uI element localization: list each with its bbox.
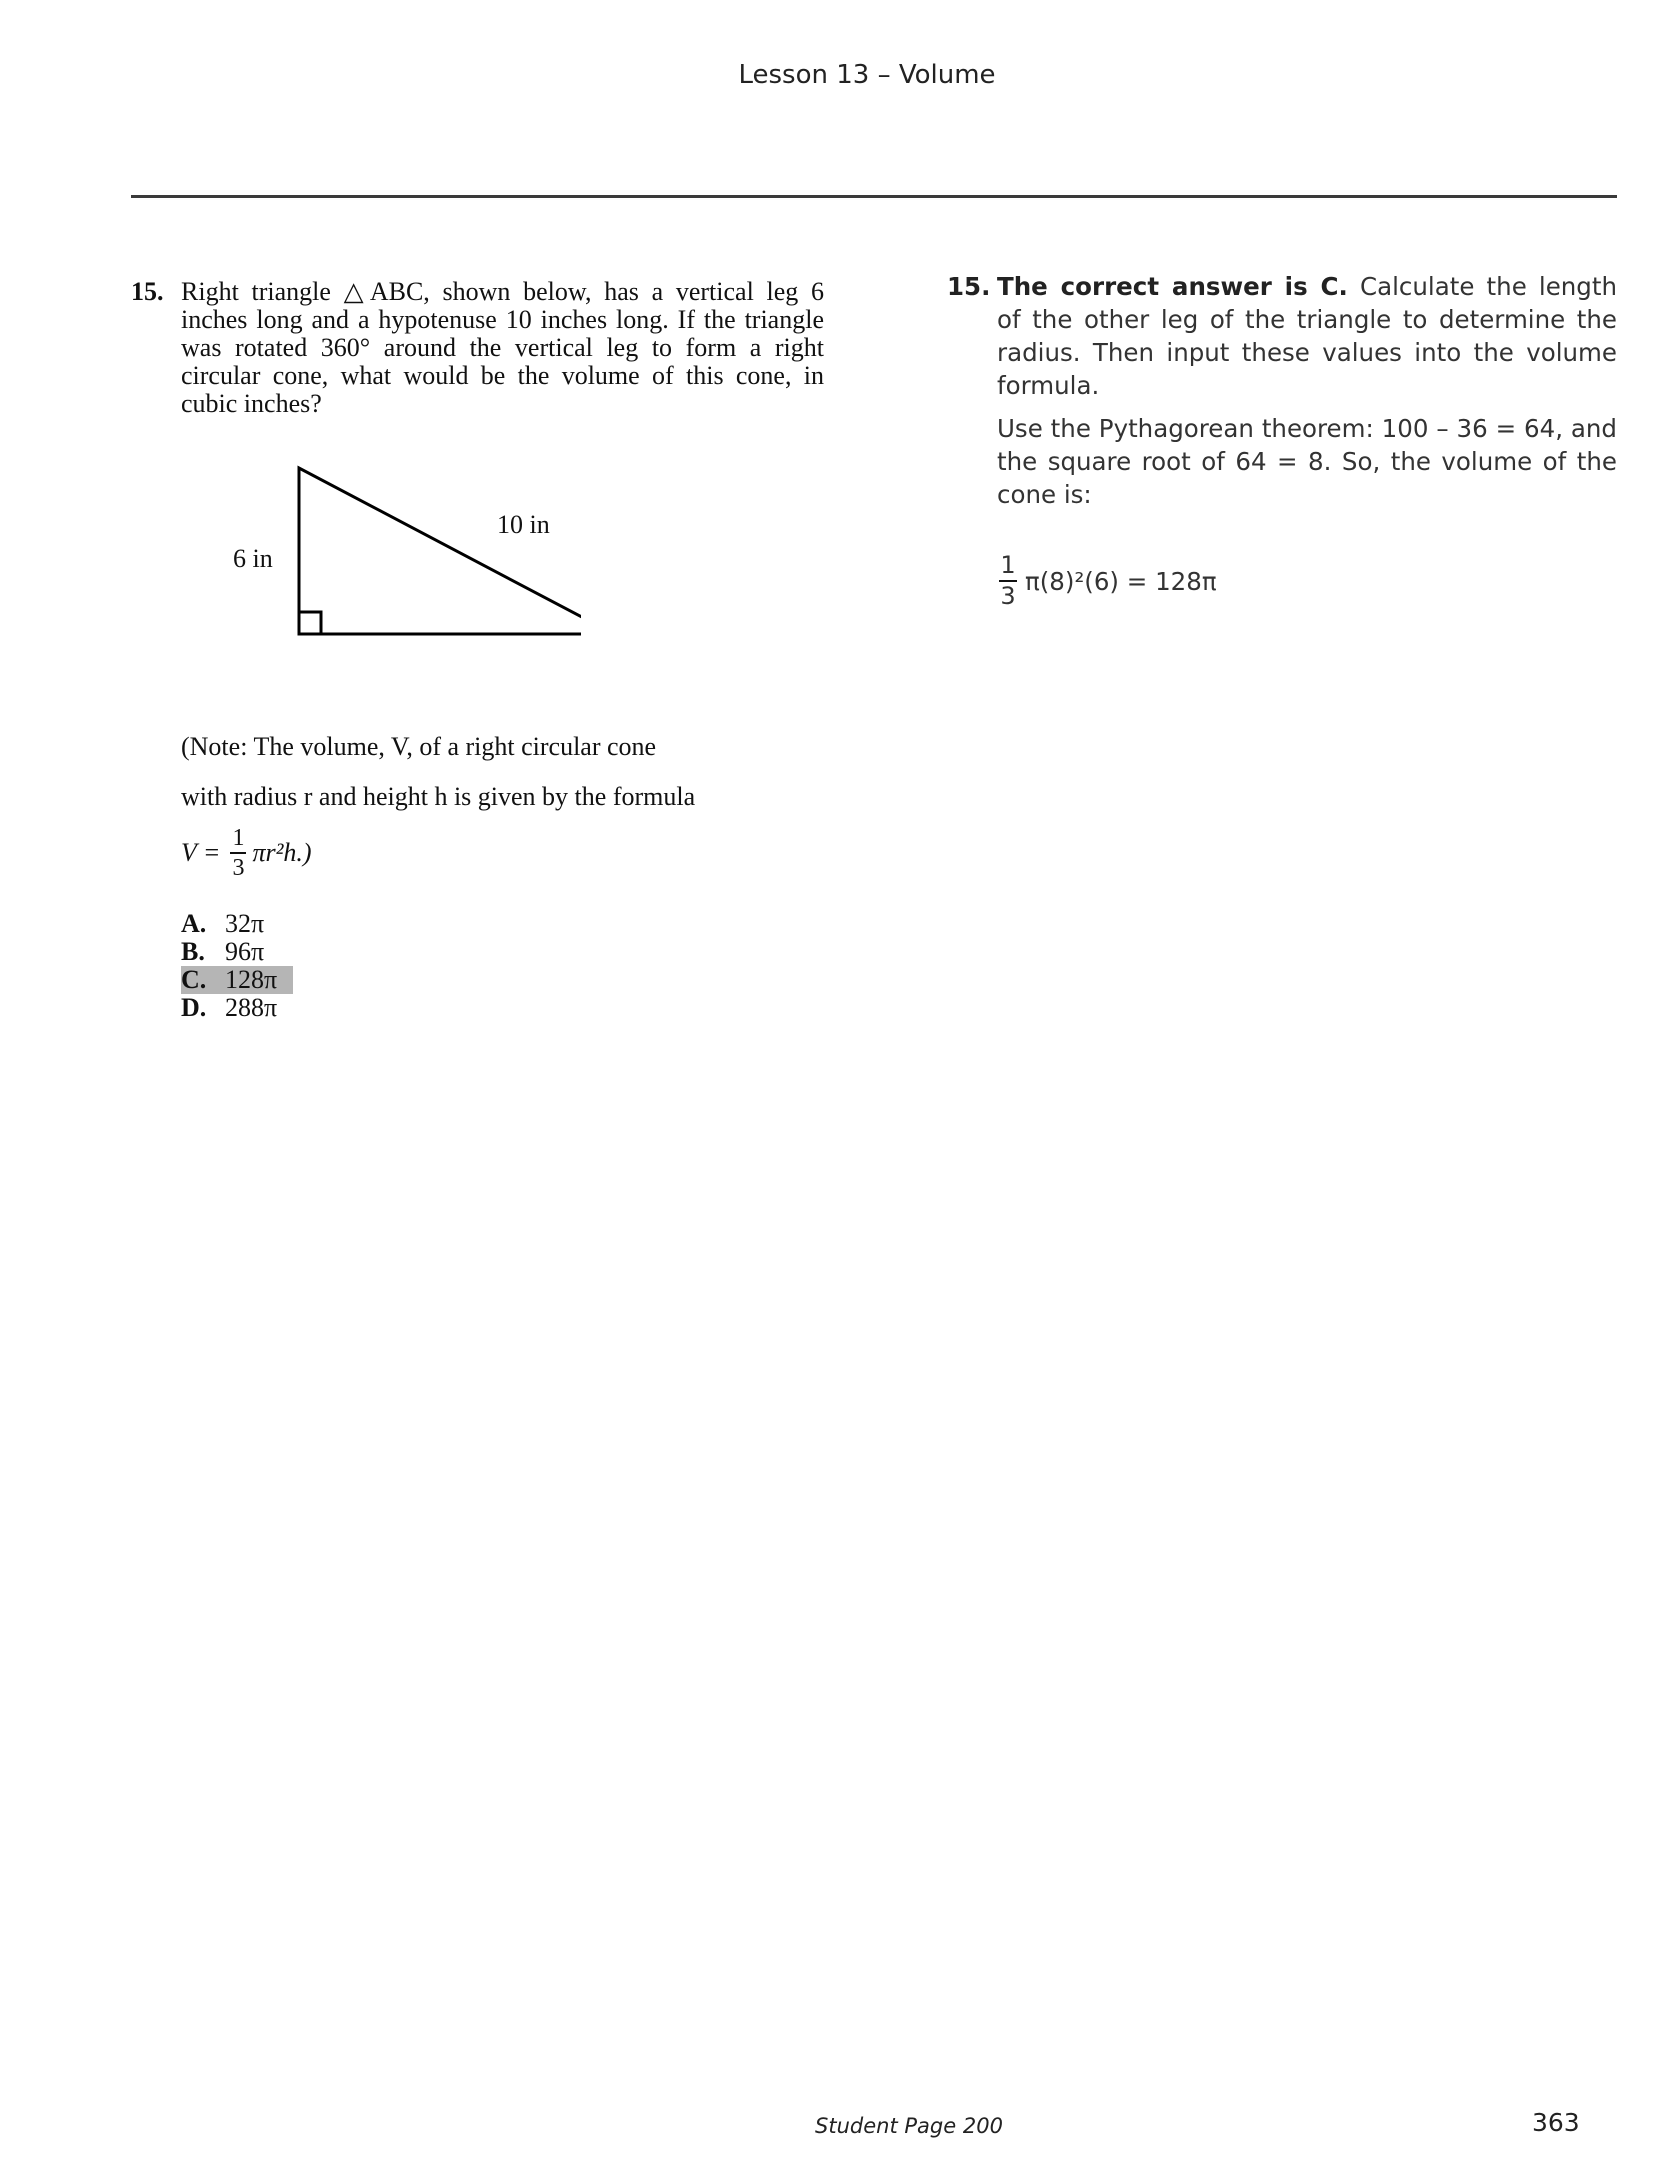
calc-denominator: 3 — [1000, 582, 1016, 610]
answer-choices — [181, 910, 824, 1022]
formula-numerator: 1 — [232, 825, 245, 851]
calc-result: π(8)²(6) = 128π — [1025, 566, 1217, 596]
question-block — [131, 278, 824, 1022]
formula-note — [181, 722, 824, 880]
choice-text: 288π — [225, 993, 278, 1022]
choice-c-highlighted — [181, 966, 293, 994]
choice-text: 96π — [225, 937, 265, 966]
volume-calculation — [997, 553, 1617, 609]
triangle-shape — [299, 468, 581, 634]
formula-fraction — [230, 826, 246, 880]
calc-fraction — [999, 553, 1017, 609]
choice-letter: A. — [181, 909, 207, 938]
choice-text: 128π — [225, 965, 278, 994]
vertical-leg-label: 6 in — [233, 544, 273, 573]
note-line-2: with radius r and height h is given by the formula — [181, 782, 696, 811]
fraction-bar — [230, 852, 246, 854]
page-number: 363 — [1532, 2108, 1580, 2137]
choice-text: 32π — [225, 909, 265, 938]
formula-denominator: 3 — [232, 855, 245, 881]
choice-letter: D. — [181, 993, 207, 1022]
question-number: 15. — [131, 277, 164, 306]
note-line-1: (Note: The volume, V, of a right circular cone — [181, 732, 657, 761]
answer-number: 15. — [947, 272, 991, 301]
formula-rhs: πr²h.) — [252, 838, 312, 867]
choice-a — [181, 910, 824, 938]
cone-volume-formula — [181, 826, 824, 880]
answer-body: Calculate the length of the other leg of the triangle to determine the radius. Then input these values into the volume formula. — [997, 272, 1617, 400]
triangle-figure — [181, 454, 824, 674]
hypotenuse-label: 10 in — [497, 510, 550, 539]
answer-lead: The correct answer is C. — [997, 272, 1348, 301]
answer-text — [997, 270, 1617, 402]
choice-d — [181, 994, 824, 1022]
answer-intro — [947, 270, 1617, 402]
header-rule — [131, 195, 1617, 198]
student-page-reference: Student Page 200 — [815, 2114, 1003, 2138]
calc-numerator: 1 — [1000, 551, 1016, 579]
pythagorean-explanation: Use the Pythagorean theorem: 100 – 36 = 64, and the square root of 64 = 8. So, the volume of the cone is: — [997, 414, 1617, 509]
choice-letter: C. — [181, 965, 207, 994]
question-stem — [131, 278, 824, 418]
choice-letter: B. — [181, 937, 205, 966]
question-text: Right triangle △ABC, shown below, has a vertical leg 6 inches long and a hypotenuse 10 inches long. If the triangle was rotated 360° around the vertical leg to form a right circular cone, what would be the volume of this cone, in cubic inches? — [181, 277, 824, 418]
page-header-title: Lesson 13 – Volume — [738, 60, 996, 90]
choice-b — [181, 938, 824, 966]
answer-explanation — [947, 270, 1617, 609]
formula-lhs: V = — [181, 838, 221, 867]
right-angle-marker — [299, 612, 321, 634]
